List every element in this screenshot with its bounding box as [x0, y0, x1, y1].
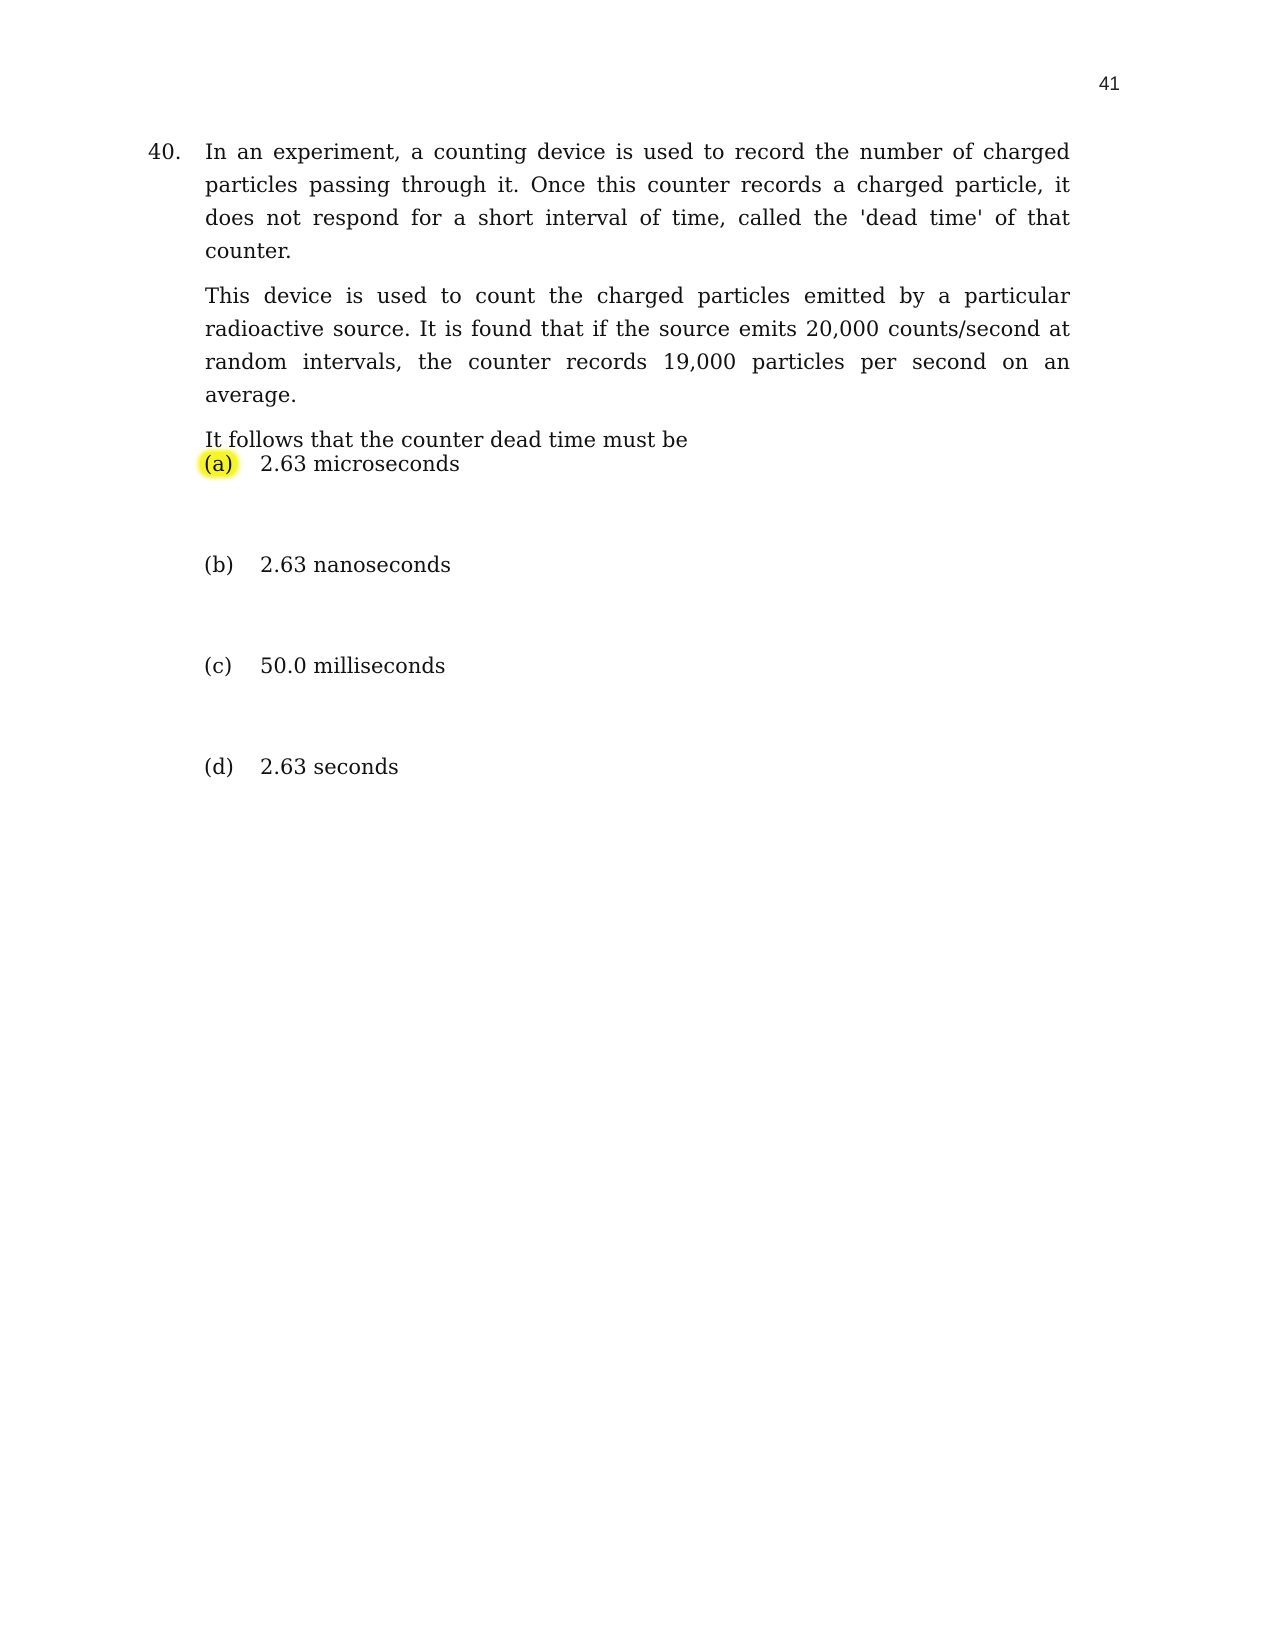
option-letter-wrap — [204, 650, 260, 683]
option-letter-wrap — [204, 549, 260, 582]
option-letter: (d) — [204, 755, 234, 779]
question-block — [148, 136, 1070, 469]
question-paragraph: This device is used to count the charged particles emitted by a particular radioactive source. It is found that if the source emits 20,000 counts/second at random intervals, the counter records 19,000 particles per second on an average. — [205, 284, 1070, 407]
option-text: 2.63 nanoseconds — [260, 553, 451, 577]
option-text: 50.0 milliseconds — [260, 654, 446, 678]
option-d — [204, 751, 460, 784]
question-number: 40. — [148, 140, 182, 164]
option-b — [204, 549, 460, 582]
option-letter: (c) — [204, 654, 233, 678]
option-letter: (a) — [200, 452, 237, 476]
question-prompt: It follows that the counter dead time must be — [205, 428, 688, 452]
option-letter-highlight — [204, 448, 260, 481]
option-text: 2.63 seconds — [260, 755, 399, 779]
page-number: 41 — [1098, 74, 1120, 95]
option-c — [204, 650, 460, 683]
option-a — [204, 448, 460, 481]
option-letter: (b) — [204, 553, 234, 577]
option-letter-wrap — [204, 751, 260, 784]
option-text: 2.63 microseconds — [260, 452, 460, 476]
question-body — [205, 136, 1070, 457]
answer-options — [204, 448, 460, 852]
question-paragraph: In an experiment, a counting device is used to record the number of charged particles passing through it. Once this counter records a charged particle, it does not respond for a short interval of time, called the 'dead time' of that counter. — [205, 140, 1070, 263]
